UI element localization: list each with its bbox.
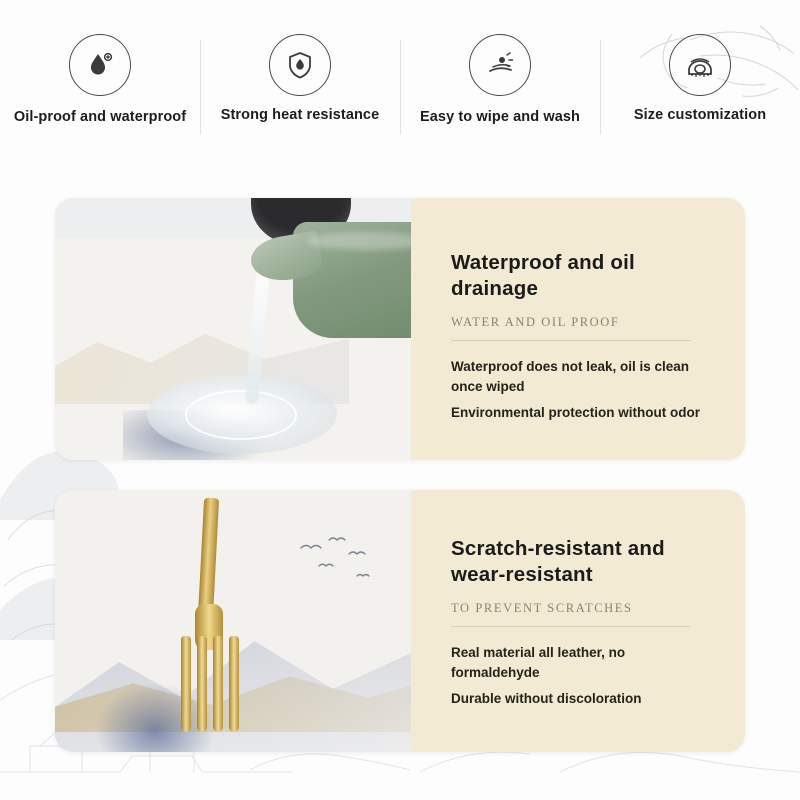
birds-icon bbox=[295, 532, 385, 592]
feature-item-size-customization bbox=[600, 34, 800, 126]
card-divider bbox=[451, 626, 691, 627]
card-divider bbox=[451, 340, 691, 341]
card-text-scratch-resistant bbox=[411, 490, 745, 752]
feature-item-oil-proof bbox=[0, 34, 200, 126]
wipe-hand-icon bbox=[469, 34, 531, 96]
feature-label: Strong heat resistance bbox=[220, 107, 380, 123]
water-drop-icon bbox=[69, 34, 131, 96]
shield-icon bbox=[269, 34, 331, 96]
card-body bbox=[451, 643, 715, 707]
card-body-line: Environmental protection without odor bbox=[451, 404, 700, 420]
card-photo-scratch-resistant bbox=[55, 490, 411, 752]
card-title: Scratch-resistant and wear-resistant bbox=[451, 537, 665, 587]
feature-card-scratch-resistant bbox=[55, 490, 745, 752]
card-body-line: Waterproof does not leak, oil is clean once wiped bbox=[451, 359, 690, 394]
card-subtitle: TO PREVENT SCRATCHES bbox=[451, 601, 633, 616]
card-body-line: Durable without discoloration bbox=[451, 690, 642, 706]
feature-label: Easy to wipe and wash bbox=[419, 109, 581, 125]
feature-label: Oil-proof and waterproof bbox=[13, 109, 187, 125]
card-subtitle: WATER AND OIL PROOF bbox=[451, 315, 620, 330]
card-body-line: Real material all leather, no formaldehyde bbox=[451, 645, 626, 680]
feature-label: Size customization bbox=[633, 107, 767, 123]
feature-row bbox=[0, 34, 800, 126]
card-photo-waterproof bbox=[55, 198, 411, 460]
feature-item-easy-wipe bbox=[400, 34, 600, 126]
card-text-waterproof bbox=[411, 198, 745, 460]
feature-card-waterproof bbox=[55, 198, 745, 460]
card-title: Waterproof and oil drainage bbox=[451, 251, 635, 301]
tape-measure-icon bbox=[669, 34, 731, 96]
gold-fork-icon bbox=[167, 508, 253, 718]
feature-item-heat-resistance bbox=[200, 34, 400, 126]
card-body bbox=[451, 357, 715, 421]
